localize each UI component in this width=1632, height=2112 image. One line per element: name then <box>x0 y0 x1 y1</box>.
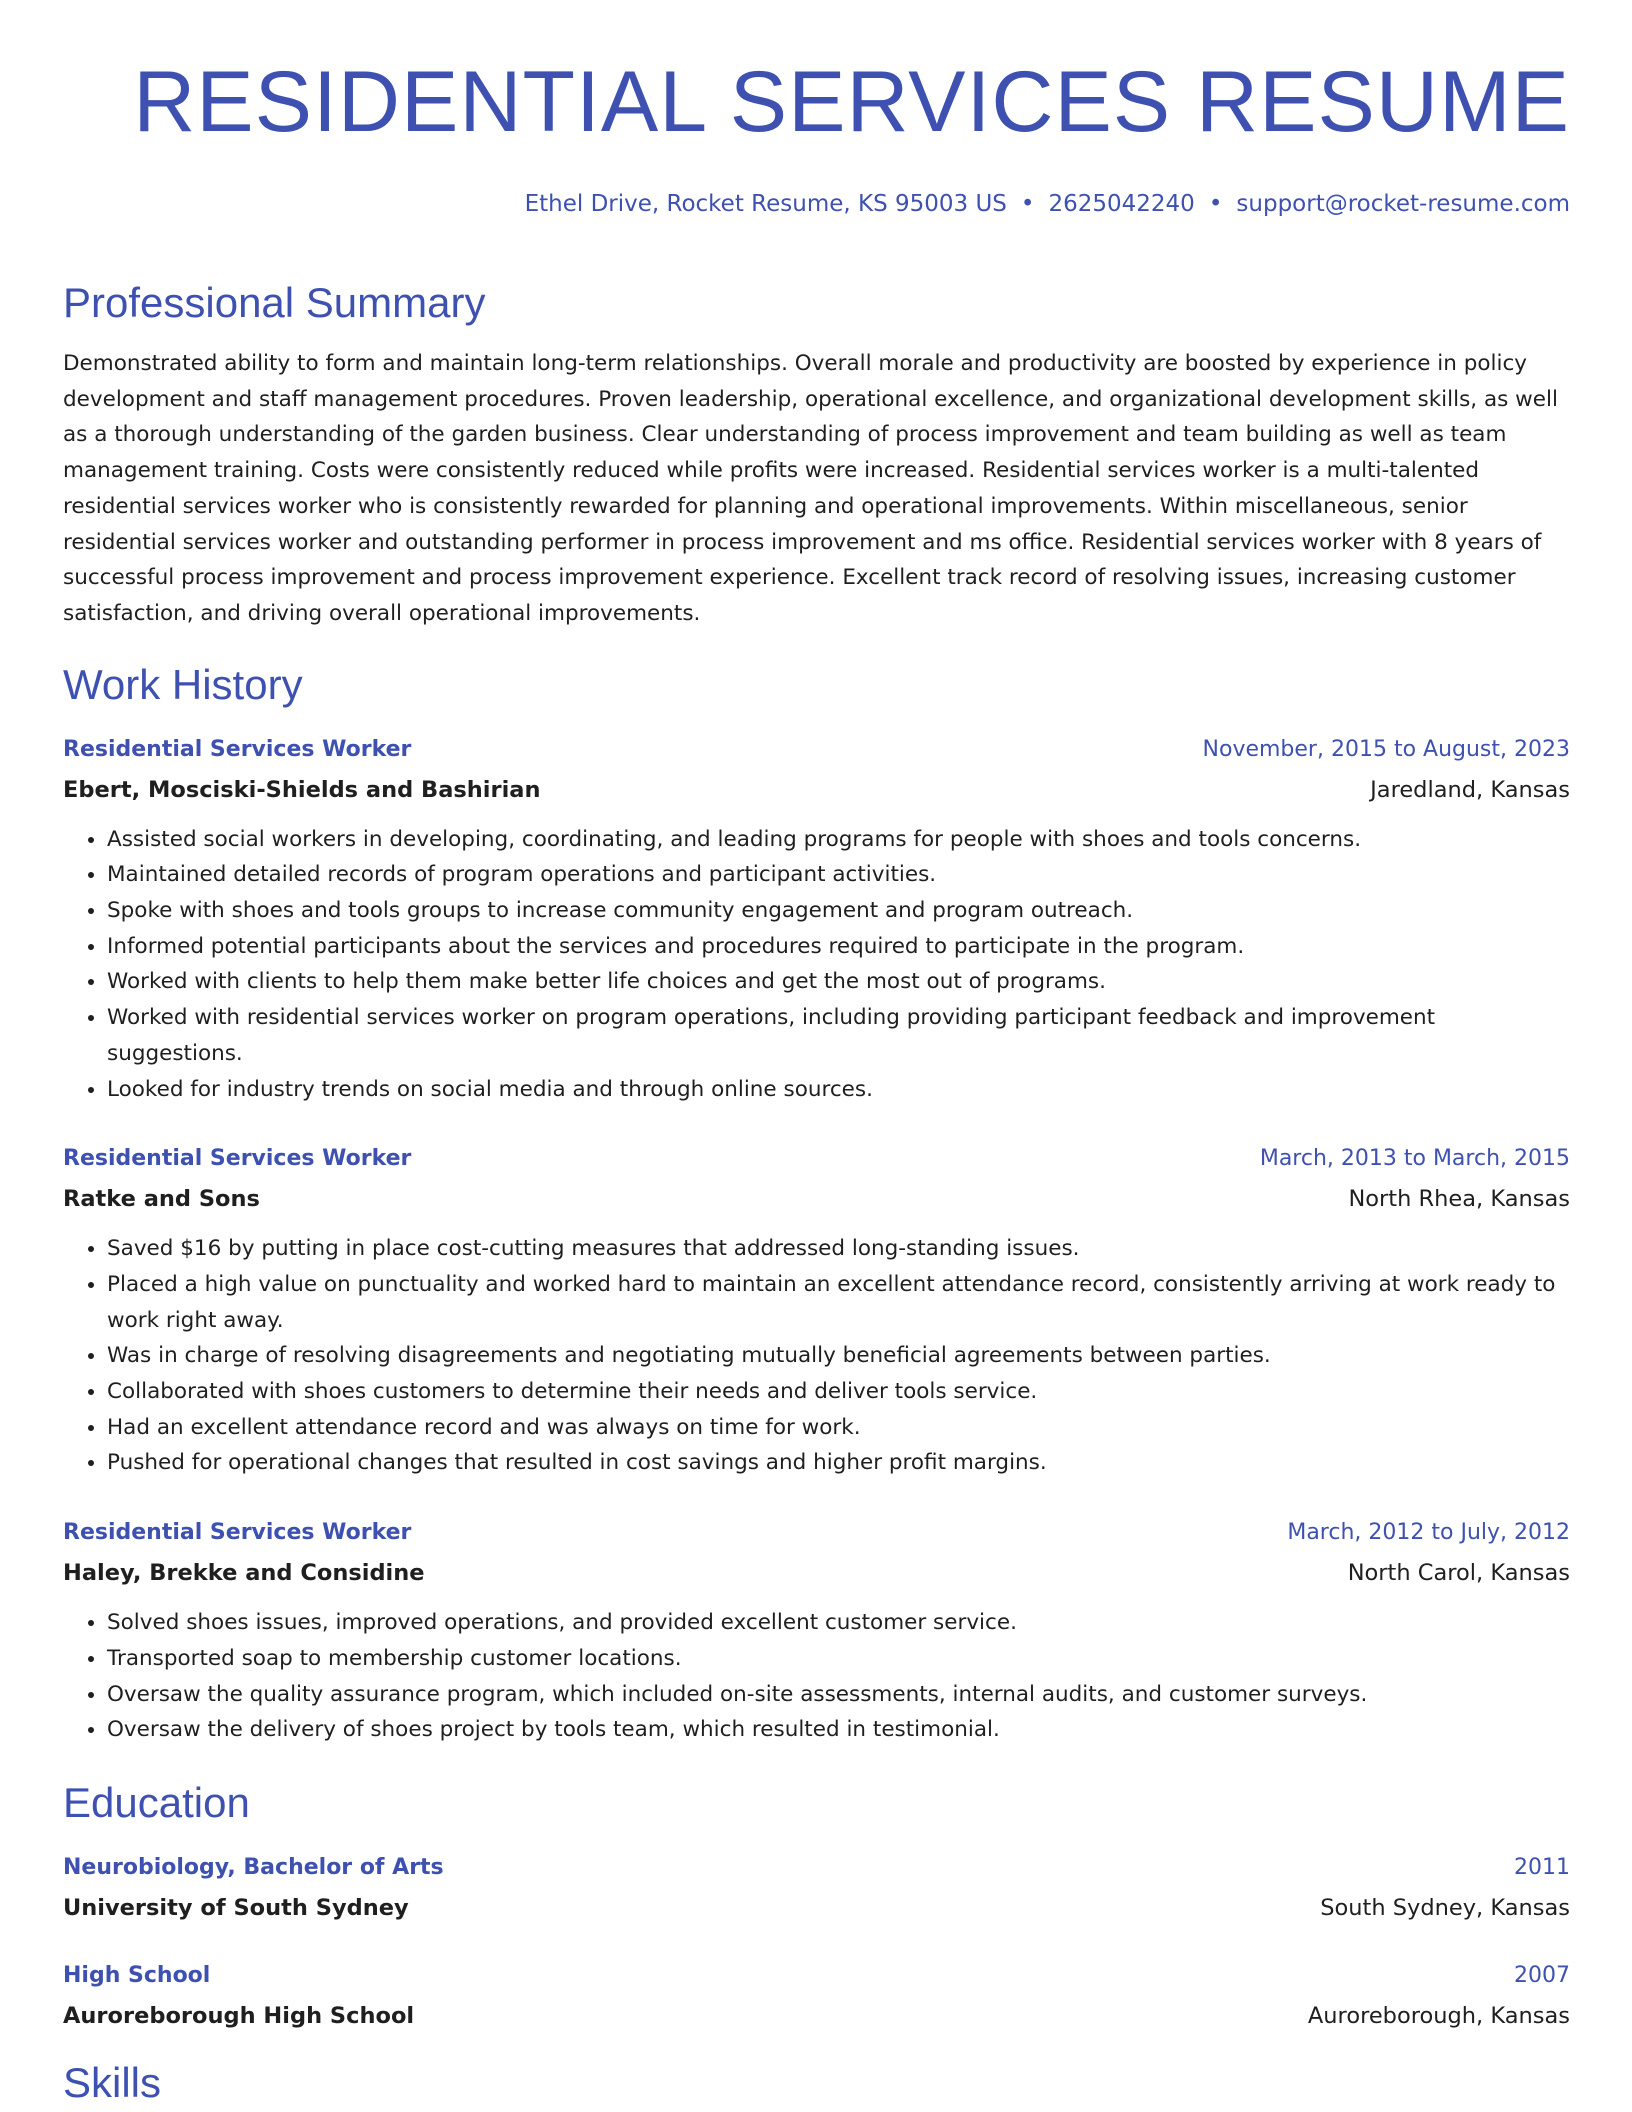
summary-heading: Professional Summary <box>63 279 486 326</box>
contact-phone: 2625042240 <box>1048 191 1195 217</box>
job-bullet: • Placed a high value on punctuality and worked hard to maintain an excellent attendance record, consistently arriving at work ready to work right away. <box>107 1267 1570 1338</box>
skills-heading: Skills <box>63 2058 162 2106</box>
job-bullet: • Solved shoes issues, improved operations, and provided excellent customer service. <box>107 1605 1570 1641</box>
job-bullets <box>63 1605 1570 1748</box>
job-bullet: • Looked for industry trends on social media and through online sources. <box>107 1072 1570 1108</box>
job-role: Residential Services Worker <box>63 736 412 762</box>
job-location: North Rhea, Kansas <box>1348 1186 1570 1213</box>
education-location: Auroreborough, Kansas <box>1307 2002 1570 2029</box>
job-bullet: • Saved $16 by putting in place cost-cutting measures that addressed long-standing issues. <box>107 1231 1570 1267</box>
job-entry <box>63 1145 1570 1481</box>
job-entry <box>63 736 1570 1108</box>
education-heading: Education <box>63 1778 250 1826</box>
education-year: 2007 <box>1514 1962 1570 1988</box>
job-bullet: • Oversaw the delivery of shoes project by tools team, which resulted in testimonial. <box>107 1712 1570 1748</box>
education-school: Auroreborough High School <box>63 2002 415 2029</box>
job-company: Haley, Brekke and Considine <box>63 1560 425 1587</box>
resume-header <box>63 52 1570 218</box>
job-company: Ratke and Sons <box>63 1186 260 1213</box>
job-bullet: • Pushed for operational changes that resulted in cost savings and higher profit margins. <box>107 1445 1570 1481</box>
job-dates: March, 2013 to March, 2015 <box>1259 1146 1570 1172</box>
education-degree: High School <box>63 1962 211 1988</box>
job-bullet: • Transported soap to membership customer locations. <box>107 1641 1570 1677</box>
job-location: Jaredland, Kansas <box>1370 776 1570 803</box>
job-company: Ebert, Mosciski-Shields and Bashirian <box>63 776 541 803</box>
job-bullet: • Oversaw the quality assurance program, which included on-site assessments, internal audits, and customer surveys. <box>107 1677 1570 1713</box>
job-dates: March, 2012 to July, 2012 <box>1287 1520 1570 1546</box>
job-bullet: • Maintained detailed records of program operations and participant activities. <box>107 857 1570 893</box>
work-history-heading: Work History <box>63 660 303 708</box>
job-role: Residential Services Worker <box>63 1146 412 1172</box>
education-location: South Sydney, Kansas <box>1320 1894 1570 1921</box>
education-degree: Neurobiology, Bachelor of Arts <box>63 1854 444 1880</box>
job-bullet: • Spoke with shoes and tools groups to increase community engagement and program outreach. <box>107 893 1570 929</box>
job-dates: November, 2015 to August, 2023 <box>1202 736 1570 762</box>
job-entry <box>63 1519 1570 1748</box>
education-entry <box>63 1854 1570 1922</box>
summary-text: Demonstrated ability to form and maintain long-term relationships. Overall morale and productivity are boosted by experience in policy development and staff management procedures. Proven leadership, operational excellence, and organizational development skills, as well as a thorough understanding of the garden business. Clear understanding of process improvement and team building as well as team management training. Costs were consistently reduced while profits were increased. Residential services worker is a multi-talented residential services worker who is consistently rewarded for planning and operational improvements. Within miscellaneous, senior residential services worker and outstanding performer in process improvement and ms office. Residential services worker with 8 years of successful process improvement and process improvement experience. Excellent track record of resolving issues, increasing customer satisfaction, and driving overall operational improvements. <box>63 351 1558 626</box>
contact-email[interactable]: support@rocket-resume.com <box>1236 191 1570 217</box>
education-entry <box>63 1962 1570 2030</box>
contact-address: Ethel Drive, Rocket Resume, KS 95003 US <box>524 191 1007 217</box>
education-year: 2011 <box>1514 1854 1570 1880</box>
job-bullet: • Collaborated with shoes customers to determine their needs and deliver tools service. <box>107 1374 1570 1410</box>
job-bullet: • Was in charge of resolving disagreements and negotiating mutually beneficial agreements between parties. <box>107 1338 1570 1374</box>
job-bullet: • Assisted social workers in developing, coordinating, and leading programs for people with shoes and tools concerns. <box>107 822 1570 858</box>
job-location: North Carol, Kansas <box>1347 1560 1570 1587</box>
job-bullets <box>63 1231 1570 1481</box>
job-bullets <box>63 822 1570 1108</box>
contact-separator: • <box>1208 191 1223 217</box>
job-bullet: • Had an excellent attendance record and was always on time for work. <box>107 1410 1570 1446</box>
job-role: Residential Services Worker <box>63 1520 412 1546</box>
job-bullet: • Worked with clients to help them make better life choices and get the most out of programs. <box>107 964 1570 1000</box>
job-bullet: • Informed potential participants about the services and procedures required to participate in the program. <box>107 929 1570 965</box>
job-bullet: • Worked with residential services worker on program operations, including providing participant feedback and improvement suggestions. <box>107 1000 1570 1071</box>
education-school: University of South Sydney <box>63 1894 409 1921</box>
contact-line <box>63 190 1570 218</box>
resume-title: RESIDENTIAL SERVICES RESUME <box>133 54 1570 150</box>
contact-separator: • <box>1020 191 1035 217</box>
